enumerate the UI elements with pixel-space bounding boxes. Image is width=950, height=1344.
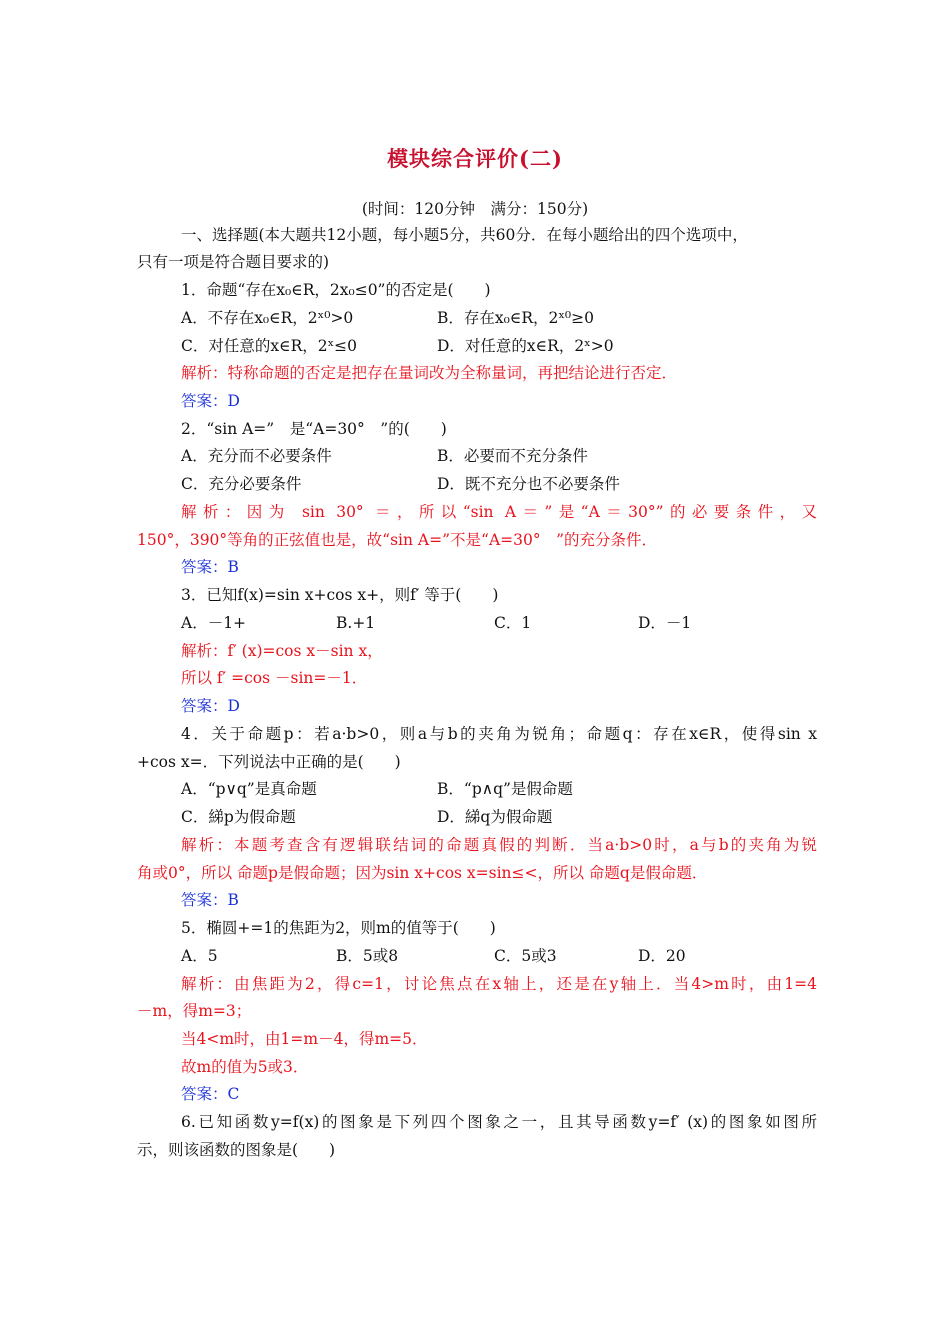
q5-stem: 5．椭圆+=1的焦距为2，则m的值等于( ) (181, 919, 496, 937)
q1-analysis: 解析：特称命题的否定是把存在量词改为全称量词，再把结论进行否定． (181, 364, 678, 382)
q4-analysis-line2: 角或0°，所以 命题p是假命题；因为sin x+cos x=sin≤<，所以 命题q是假命题． (137, 864, 708, 882)
q1-answer: 答案：D (181, 392, 240, 410)
q1-option-c: C．对任意的x∈R，2ˣ≤0 (181, 337, 358, 355)
page-title: 模块综合评价(二) (387, 146, 563, 171)
q1-stem: 1．命题“存在x₀∈R，2x₀≤0”的否定是( ) (181, 281, 491, 299)
q3-option-c: C．1 (494, 614, 532, 632)
q2-option-d: D．既不充分也不必要条件 (437, 475, 620, 493)
q3-analysis-line1: 解析：f′ (x)=cos x－sin x， (181, 642, 383, 660)
q4-analysis-line1: 解析：本题考查含有逻辑联结词的命题真假的判断．当a·b>0时，a与b的夹角为锐 (181, 836, 817, 854)
q5-option-a: A．5 (181, 947, 218, 965)
q1-option-d: D．对任意的x∈R，2ˣ>0 (437, 337, 614, 355)
q1-option-a: A．不存在x₀∈R，2ˣ⁰>0 (181, 309, 354, 327)
q1-option-b: B．存在x₀∈R，2ˣ⁰≥0 (437, 309, 594, 327)
q2-option-a: A．充分而不必要条件 (181, 447, 332, 465)
q2-analysis-line2: 150°，390°等角的正弦值也是，故“sin A=”不是“A=30° ”的充分条件． (137, 531, 658, 549)
q5-answer: 答案：C (181, 1085, 240, 1103)
q4-option-c: C．綈p为假命题 (181, 808, 296, 826)
q2-option-b: B．必要而不充分条件 (437, 447, 588, 465)
q2-stem: 2．“sin A=” 是“A=30° ”的( ) (181, 420, 447, 438)
q3-option-b: B.+1 (336, 614, 376, 632)
q4-answer: 答案：B (181, 891, 239, 909)
q5-option-b: B．5或8 (336, 947, 399, 965)
q2-answer: 答案：B (181, 558, 239, 576)
q6-stem-line2: 示，则该函数的图象是( ) (137, 1141, 336, 1159)
q4-option-d: D．綈q为假命题 (437, 808, 553, 826)
q2-analysis-line1: 解析：因为 sin 30° ＝，所以“sin A＝”是“A＝30°”的必要条件，又 (181, 503, 817, 521)
q5-analysis-line2: －m，得m=3； (137, 1002, 252, 1020)
q5-option-c: C．5或3 (494, 947, 557, 965)
exam-meta: (时间：120分钟 满分：150分) (361, 200, 589, 218)
q4-option-a: A．“p∨q”是真命题 (181, 780, 317, 798)
q6-stem-line1: 6.已知函数y=f(x)的图象是下列四个图象之一，且其导函数y=f′ (x)的图象如图所 (181, 1113, 817, 1131)
q4-stem-line1: 4．关于命题p：若a·b>0，则a与b的夹角为锐角；命题q：存在x∈R，使得sin x (181, 725, 817, 743)
q5-option-d: D．20 (638, 947, 686, 965)
q3-analysis-line2: 所以 f′ =cos －sin=－1． (181, 669, 368, 687)
q5-analysis-line1: 解析：由焦距为2，得c=1，讨论焦点在x轴上，还是在y轴上．当4>m时，由1=4 (181, 975, 817, 993)
q5-analysis-line4: 故m的值为5或3． (181, 1058, 309, 1076)
section-heading-line2: 只有一项是符合题目要求的) (137, 253, 330, 271)
q5-analysis-line3: 当4<m时，由1=m－4，得m=5． (181, 1030, 428, 1048)
q2-option-c: C．充分必要条件 (181, 475, 302, 493)
q3-answer: 答案：D (181, 697, 240, 715)
q3-stem: 3．已知f(x)=sin x+cos x+，则f′ 等于( ) (181, 586, 499, 604)
section-heading-line1: 一、选择题(本大题共12小题，每小题5分，共60分．在每小题给出的四个选项中， (181, 226, 748, 244)
q3-option-d: D．－1 (638, 614, 692, 632)
q4-stem-line2: +cos x=．下列说法中正确的是( ) (137, 753, 401, 771)
q4-option-b: B．“p∧q”是假命题 (437, 780, 573, 798)
q3-option-a: A．－1+ (181, 614, 247, 632)
